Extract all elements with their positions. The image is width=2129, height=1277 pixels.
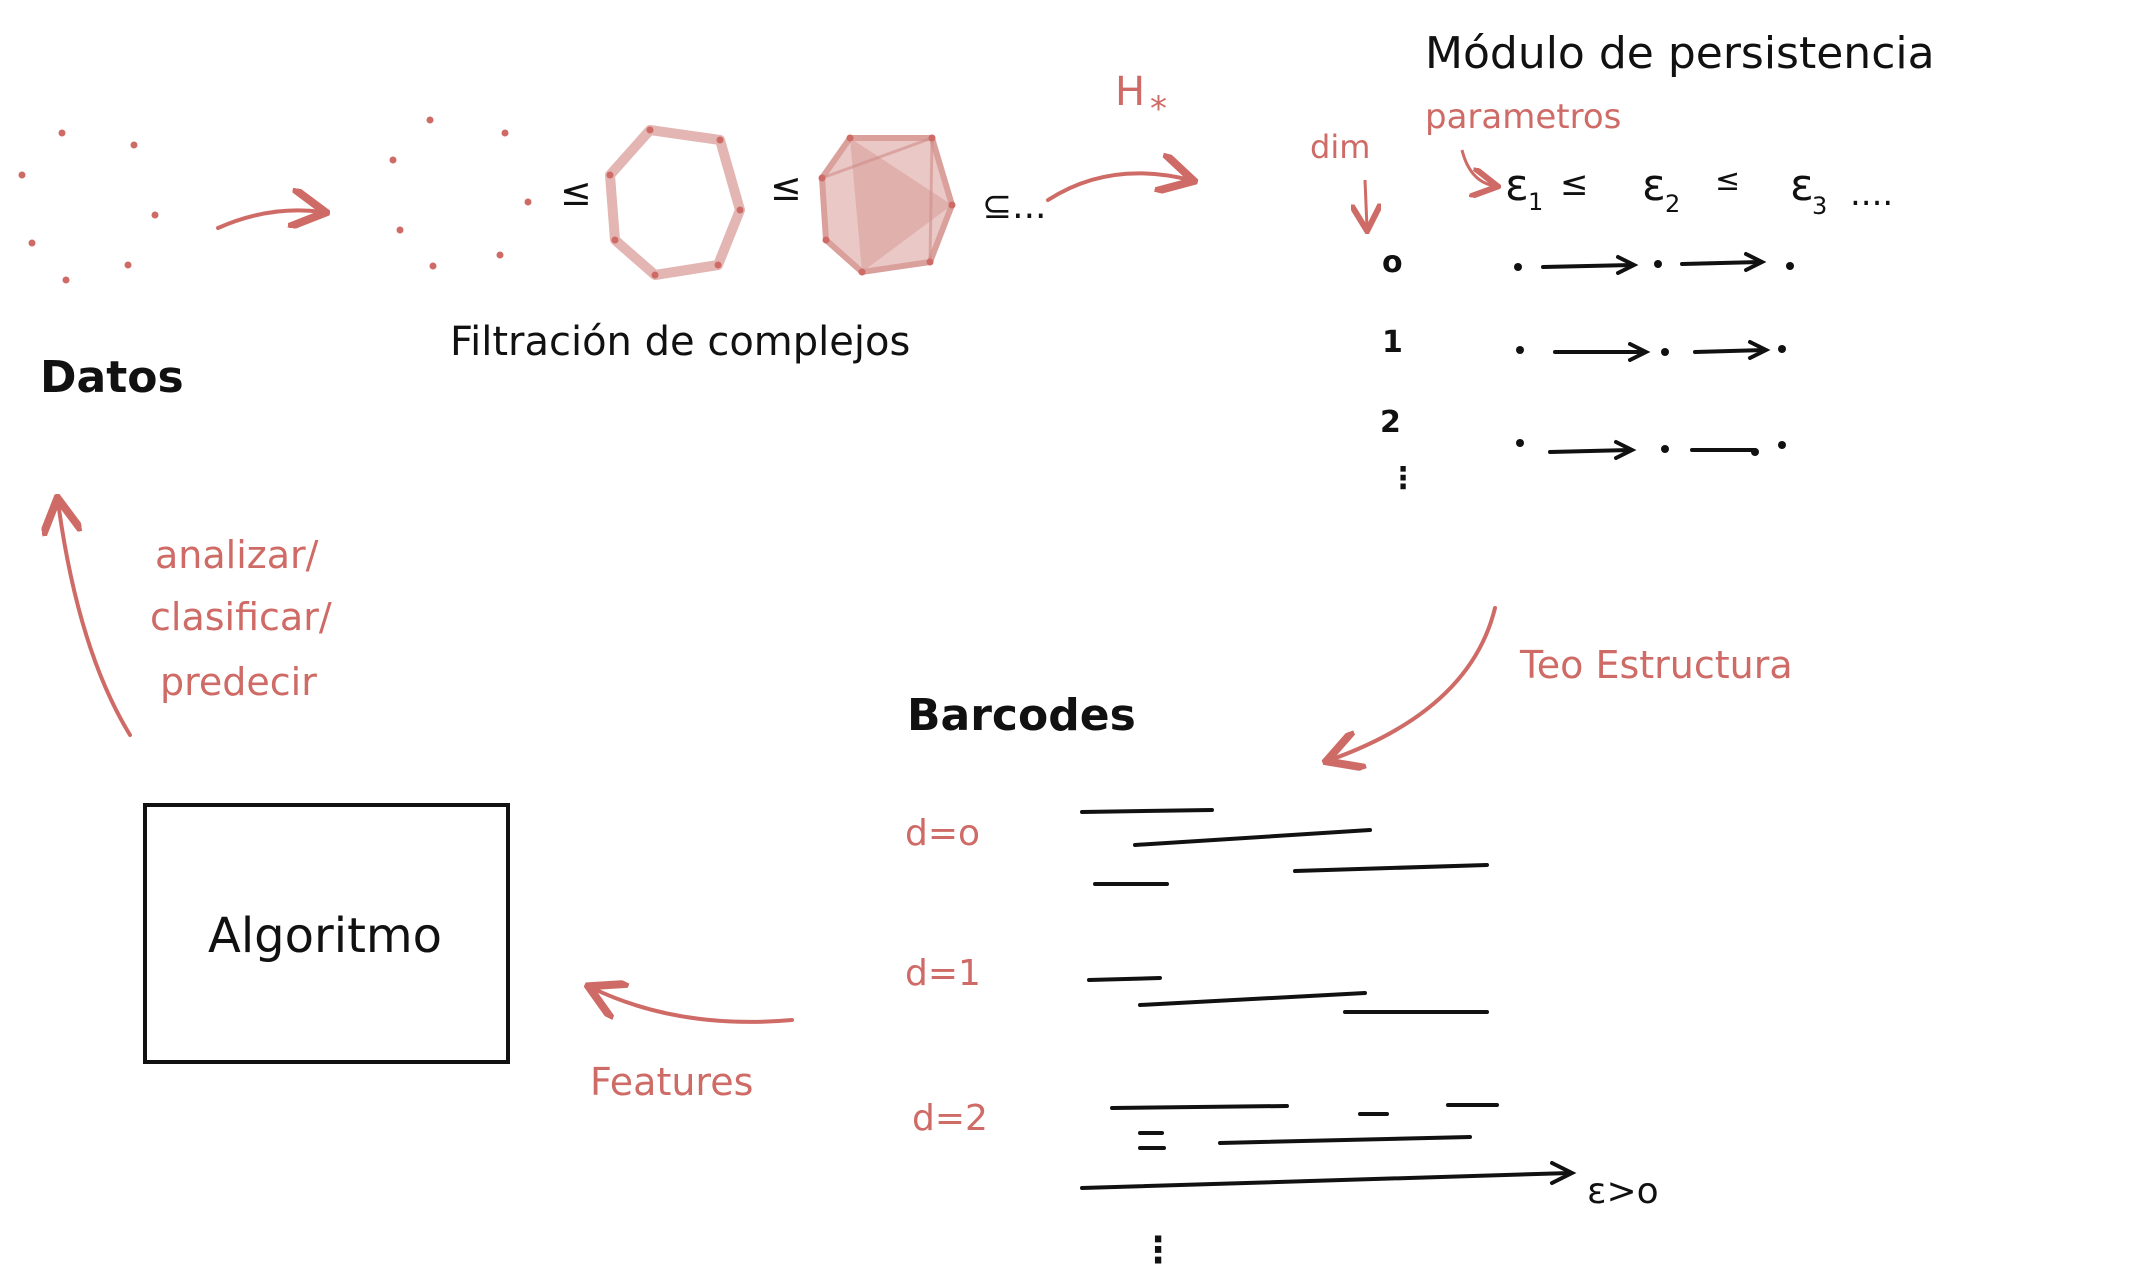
eps1-sub: 1 <box>1528 188 1544 216</box>
dim-label: dim <box>1310 128 1371 166</box>
filtration-points <box>390 117 532 270</box>
dim-0: o <box>1382 245 1403 280</box>
arrow-data-to-filtration <box>218 210 322 228</box>
arrow-algorithm-to-data <box>58 502 130 735</box>
eps2: ε <box>1642 160 1666 211</box>
arrow-parametros <box>1462 150 1495 186</box>
subset-symbol-2: ≤ <box>770 165 802 209</box>
dim-more: ⋮ <box>1388 461 1418 496</box>
analizar-label: analizar/ <box>155 533 319 577</box>
arrow-features <box>592 988 792 1022</box>
barcode-d1 <box>1089 978 1487 1012</box>
eps1: ε <box>1505 160 1529 211</box>
eps3: ε <box>1790 160 1814 211</box>
module-arrows <box>1514 254 1794 458</box>
complex-filled <box>819 135 956 276</box>
barcode-d0-label: d=o <box>905 813 981 854</box>
eps2-sub: 2 <box>1665 190 1681 218</box>
eps-more: .... <box>1850 174 1894 214</box>
features-label: Features <box>590 1060 754 1104</box>
epsilon-row <box>1505 160 1893 220</box>
leq1: ≤ <box>1560 164 1589 204</box>
barcode-bars <box>1082 810 1497 1148</box>
teo-estructura-label: Teo Estructura <box>1520 643 1793 687</box>
bars-more: ⋮ <box>1140 1230 1176 1271</box>
arrow-teo-estructura <box>1330 608 1495 760</box>
subset-symbol-3: ⊆... <box>982 186 1047 227</box>
homology-star: * <box>1150 89 1167 129</box>
arrow-homology <box>1048 173 1190 200</box>
dim-1: 1 <box>1382 325 1403 360</box>
arrow-dim <box>1365 180 1367 228</box>
homology-label: H <box>1115 69 1146 115</box>
algoritmo-label: Algoritmo <box>208 908 443 964</box>
barcode-dim-labels <box>905 813 988 1139</box>
leq2: ≤ <box>1715 163 1741 198</box>
filtracion-label: Filtración de complejos <box>450 319 911 365</box>
analysis-labels <box>150 533 332 704</box>
parametros-label: parametros <box>1425 97 1622 137</box>
barcode-d0 <box>1082 810 1487 884</box>
module-row-0 <box>1514 254 1794 273</box>
data-point-cloud <box>19 130 159 284</box>
barcode-d2-label: d=2 <box>912 1098 988 1139</box>
modulo-title: Módulo de persistencia <box>1425 28 1935 79</box>
barcode-d2 <box>1112 1105 1497 1148</box>
subset-symbol-1: ≤ <box>560 170 592 214</box>
datos-label: Datos <box>40 352 184 403</box>
clasificar-label: clasificar/ <box>150 595 332 639</box>
module-row-1 <box>1516 342 1786 360</box>
predecir-label: predecir <box>160 660 317 704</box>
barcode-axis <box>1082 1173 1570 1188</box>
module-row-2 <box>1516 439 1786 458</box>
dimension-labels <box>1380 245 1418 496</box>
eps-axis-label: ε>o <box>1587 1171 1659 1212</box>
barcode-d1-label: d=1 <box>905 953 981 994</box>
eps3-sub: 3 <box>1812 192 1828 220</box>
dim-2: 2 <box>1380 405 1401 440</box>
complex-ring <box>607 127 744 279</box>
barcodes-title: Barcodes <box>907 690 1136 741</box>
